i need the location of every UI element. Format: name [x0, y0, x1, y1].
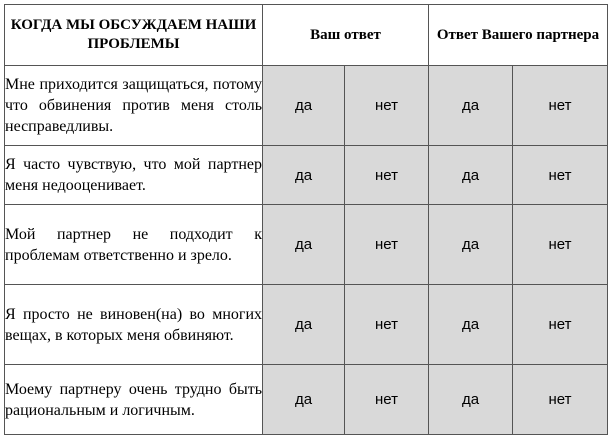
header-row	[5, 5, 608, 66]
your-no-option[interactable]: нет	[345, 365, 429, 435]
your-no-option[interactable]: нет	[345, 66, 429, 146]
partner-no-option[interactable]: нет	[513, 285, 608, 365]
statement-5: Моему партнеру очень трудно быть рациональным и логичным.	[5, 365, 263, 435]
partner-yes-option[interactable]: да	[429, 66, 513, 146]
your-yes-option[interactable]: да	[263, 205, 345, 285]
partner-yes-option[interactable]: да	[429, 285, 513, 365]
your-yes-option[interactable]: да	[263, 66, 345, 146]
question-row	[5, 66, 608, 146]
partner-yes-option[interactable]: да	[429, 146, 513, 205]
your-yes-option[interactable]: да	[263, 285, 345, 365]
table-title: КОГДА МЫ ОБСУЖДАЕМ НАШИ ПРОБЛЕМЫ	[5, 5, 263, 66]
partner-no-option[interactable]: нет	[513, 66, 608, 146]
partner-yes-option[interactable]: да	[429, 365, 513, 435]
your-no-option[interactable]: нет	[345, 205, 429, 285]
your-yes-option[interactable]: да	[263, 365, 345, 435]
statement-4: Я просто не виновен(на) во многих вещах, в которых меня обвиняют.	[5, 285, 263, 365]
statement-3: Мой партнер не подходит к проблемам ответственно и зрело.	[5, 205, 263, 285]
partner-no-option[interactable]: нет	[513, 146, 608, 205]
question-row	[5, 205, 608, 285]
partner-yes-option[interactable]: да	[429, 205, 513, 285]
statement-2: Я часто чувствую, что мой партнер меня недооценивает.	[5, 146, 263, 205]
partner-no-option[interactable]: нет	[513, 205, 608, 285]
your-answer-header: Ваш ответ	[263, 5, 429, 66]
your-no-option[interactable]: нет	[345, 146, 429, 205]
your-no-option[interactable]: нет	[345, 285, 429, 365]
question-row	[5, 365, 608, 435]
statement-1: Мне приходится защищаться, потому что обвинения против меня столь несправедливы.	[5, 66, 263, 146]
partner-answer-header: Ответ Вашего партнера	[429, 5, 608, 66]
your-yes-option[interactable]: да	[263, 146, 345, 205]
questionnaire-table	[4, 4, 608, 435]
question-row	[5, 285, 608, 365]
question-row	[5, 146, 608, 205]
partner-no-option[interactable]: нет	[513, 365, 608, 435]
